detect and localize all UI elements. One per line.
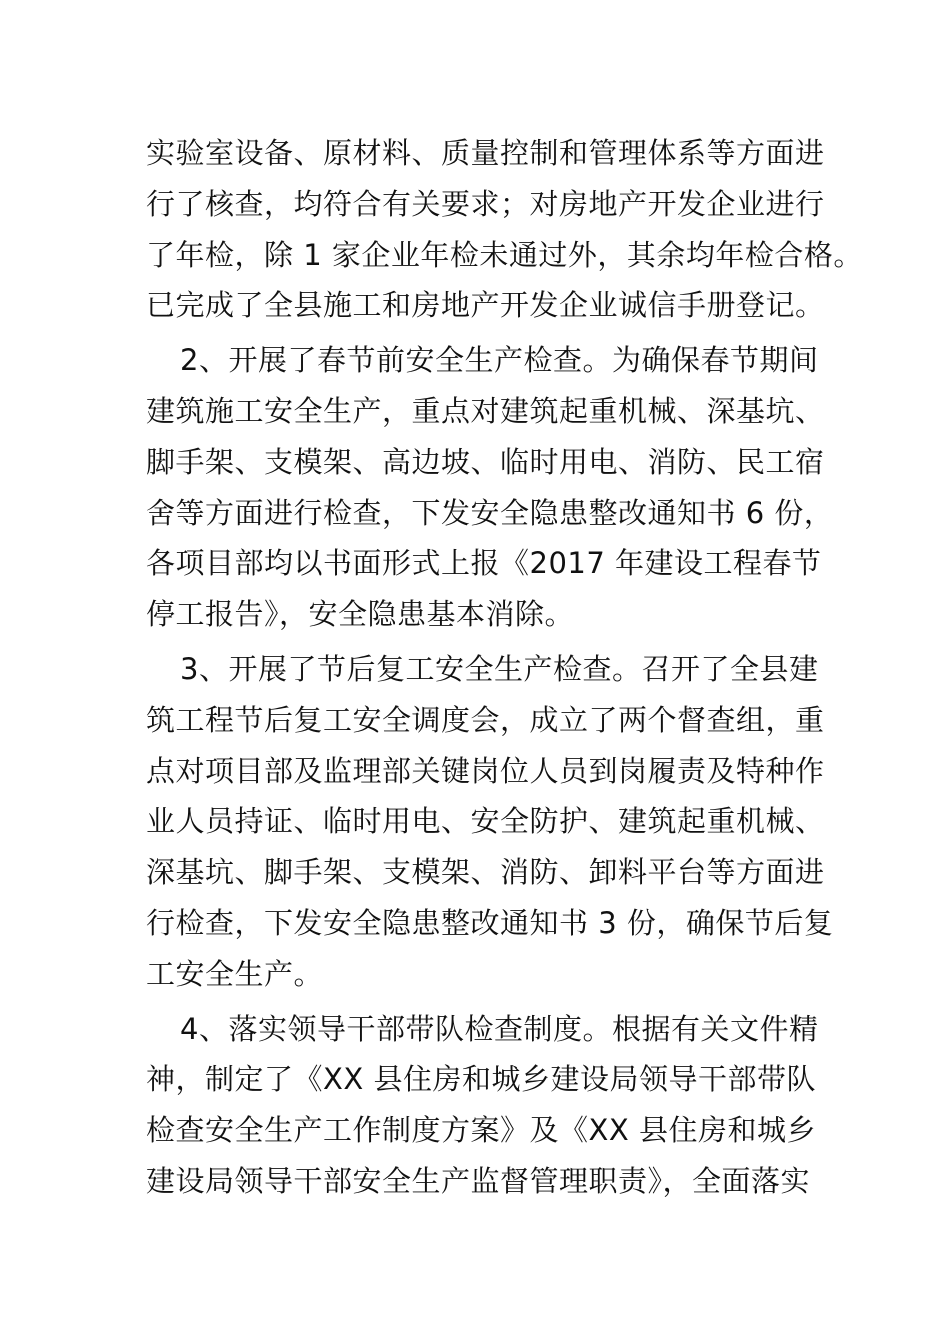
paragraph-2 — [146, 335, 834, 640]
text-line: 筑工程节后复工安全调度会，成立了两个督查组，重 — [146, 702, 825, 737]
paragraph-4 — [146, 1004, 819, 1207]
paragraph-1 — [146, 128, 863, 331]
text-line: 业人员持证、临时用电、安全防护、建筑起重机械、 — [146, 804, 825, 839]
text-line: 停工报告》，安全隐患基本消除。 — [146, 597, 575, 632]
text-line: 检查安全生产工作制度方案》及《XX 县住房和城乡 — [146, 1113, 816, 1148]
text-line: 脚手架、支模架、高边坡、临时用电、消防、民工宿 — [146, 444, 825, 479]
text-line: 神，制定了《XX 县住房和城乡建设局领导干部带队 — [146, 1062, 816, 1097]
text-line: 建筑施工安全生产，重点对建筑起重机械、深基坑、 — [146, 393, 825, 428]
text-line: 各项目部均以书面形式上报《2017 年建设工程春节 — [146, 546, 822, 581]
text-line: 实验室设备、原材料、质量控制和管理体系等方面进 — [146, 136, 825, 170]
text-line: 工安全生产。 — [146, 956, 324, 991]
body-text — [146, 128, 863, 1207]
text-line: 已完成了全县施工和房地产开发企业诚信手册登记。 — [146, 288, 825, 323]
text-line: 建设局领导干部安全生产监督管理职责》，全面落实 — [146, 1163, 811, 1198]
text-line: 行检查，下发安全隐患整改通知书 3 份，确保节后复 — [146, 905, 834, 940]
text-line: 舍等方面进行检查，下发安全隐患整改通知书 6 份， — [146, 495, 834, 530]
text-line: 了年检，除 1 家企业年检未通过外，其余均年检合格。 — [146, 237, 863, 272]
text-line: 3、开展了节后复工安全生产检查。召开了全县建 — [180, 651, 819, 686]
text-line: 深基坑、脚手架、支模架、消防、卸料平台等方面进 — [146, 855, 825, 890]
paragraph-3 — [146, 644, 834, 1000]
text-line: 点对项目部及监理部关键岗位人员到岗履责及特种作 — [146, 753, 825, 788]
text-line: 4、落实领导干部带队检查制度。根据有关文件精 — [180, 1011, 819, 1046]
text-line: 2、开展了春节前安全生产检查。为确保春节期间 — [180, 343, 819, 378]
text-line: 行了核查，均符合有关要求；对房地产开发企业进行 — [146, 186, 825, 221]
